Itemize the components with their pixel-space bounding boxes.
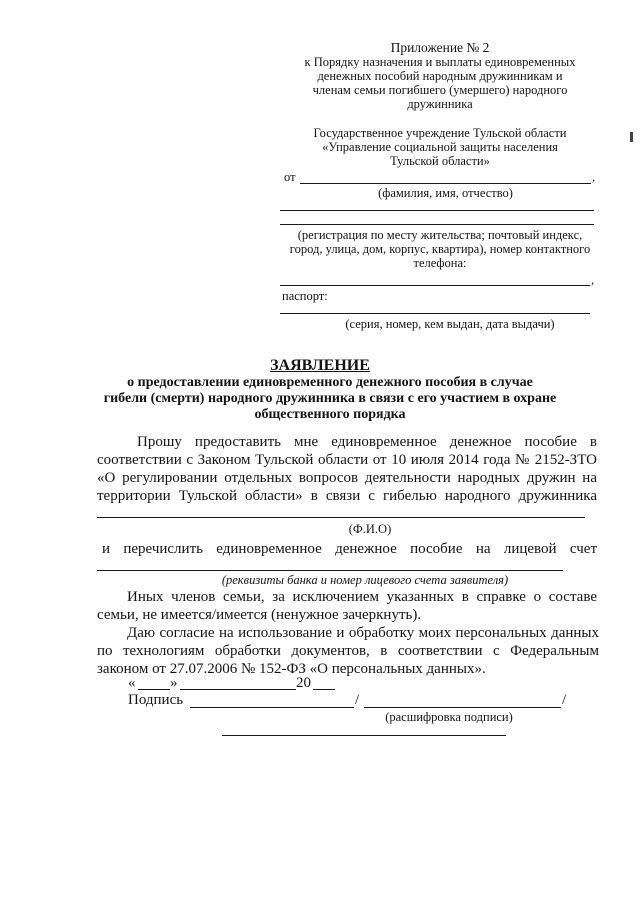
from-label: от — [284, 170, 296, 184]
passport-label: паспорт: — [282, 289, 328, 303]
paragraph-family — [97, 588, 597, 624]
appendix-block — [280, 40, 600, 111]
signature-label: Подпись — [128, 692, 184, 708]
scan-mark — [630, 132, 633, 142]
signature-line[interactable] — [190, 707, 354, 708]
signature-decode-line[interactable] — [364, 707, 561, 708]
subtitle-line: гибели (смерти) народного дружинника в связи с его участием в охране — [103, 391, 557, 406]
address-caption — [280, 228, 600, 270]
recipient-block — [280, 126, 600, 168]
subtitle-line: о предоставлении единовременного денежного пособия в случае — [127, 375, 533, 390]
deceased-fio-caption: (Ф.И.О) — [348, 522, 392, 536]
address-field-line-1[interactable] — [280, 210, 594, 211]
fio-caption: (фамилия, имя, отчество) — [378, 186, 513, 200]
signature-slash-end: / — [562, 692, 567, 708]
recipient-line: Тульской области» — [390, 154, 490, 168]
paragraph-line: Даю согласие на использование и обработку моих персональных данных — [127, 625, 599, 641]
date-open-quote: « — [128, 675, 136, 691]
bank-caption: (реквизиты банка и номер лицевого счета заявителя) — [221, 573, 509, 587]
date-close-quote: » — [170, 675, 178, 691]
statement-title: ЗАЯВЛЕНИЕ — [270, 357, 370, 374]
statement-subtitle — [60, 375, 600, 423]
address-caption-line: телефона: — [413, 256, 467, 270]
signature-caption: (расшифровка подписи) — [385, 710, 513, 724]
paragraph-line: по технологиям обработки документов, в соответствии с Федеральным — [97, 643, 599, 659]
appendix-line: денежных пособий народным дружинникам и — [317, 69, 563, 83]
paragraph-consent — [97, 624, 599, 678]
fio-field-line[interactable] — [300, 183, 591, 184]
appendix-line: к Порядку назначения и выплаты единовременных — [304, 55, 576, 69]
phone-field-line[interactable] — [280, 285, 590, 286]
passport-caption: (серия, номер, кем выдан, дата выдачи) — [345, 317, 555, 331]
phone-comma: , — [591, 273, 595, 287]
paragraph-request — [97, 433, 597, 505]
appendix-title: Приложение № 2 — [390, 40, 490, 55]
paragraph-line: семьи, не имеется/имеется (ненужное зачеркнуть). — [97, 607, 422, 623]
appendix-line: дружинника — [407, 97, 473, 111]
paragraph-line: законом от 27.07.2006 № 152-ФЗ «О персональных данных». — [97, 661, 486, 677]
transfer-line: и перечислить единовременное денежное пособие на лицевой счет — [102, 541, 597, 557]
deceased-fio-line[interactable] — [97, 517, 585, 518]
bottom-line — [222, 735, 506, 736]
signature-slash: / — [355, 692, 360, 708]
paragraph-line: соответствии с Законом Тульской области от 10 июля 2014 года № 2152-ЗТО — [97, 452, 597, 468]
paragraph-line: Прошу предоставить мне единовременное денежное пособие в — [137, 434, 597, 450]
address-field-line-2[interactable] — [280, 224, 594, 225]
date-day-line[interactable] — [138, 689, 170, 690]
paragraph-line: территории Тульской области» в связи с гибелью народного дружинника — [97, 488, 597, 504]
date-month-line[interactable] — [180, 689, 296, 690]
paragraph-line: Иных членов семьи, за исключением указанных в справке о составе — [127, 589, 597, 605]
year-prefix: 20 — [296, 675, 311, 691]
paragraph-line: «О регулировании отдельных вопросов деятельности народных дружин на — [97, 470, 597, 486]
subtitle-line: общественного порядка — [254, 407, 406, 422]
bank-details-line[interactable] — [97, 570, 563, 571]
recipient-line: «Управление социальной защиты населения — [322, 140, 558, 154]
recipient-line: Государственное учреждение Тульской области — [313, 126, 567, 140]
appendix-line: членам семьи погибшего (умершего) народного — [312, 83, 568, 97]
address-caption-line: (регистрация по месту жительства; почтовый индекс, — [297, 228, 583, 242]
date-year-line[interactable] — [313, 689, 335, 690]
from-comma: , — [592, 170, 596, 184]
passport-field-line[interactable] — [280, 313, 590, 314]
address-caption-line: город, улица, дом, корпус, квартира), номер контактного — [289, 242, 591, 256]
